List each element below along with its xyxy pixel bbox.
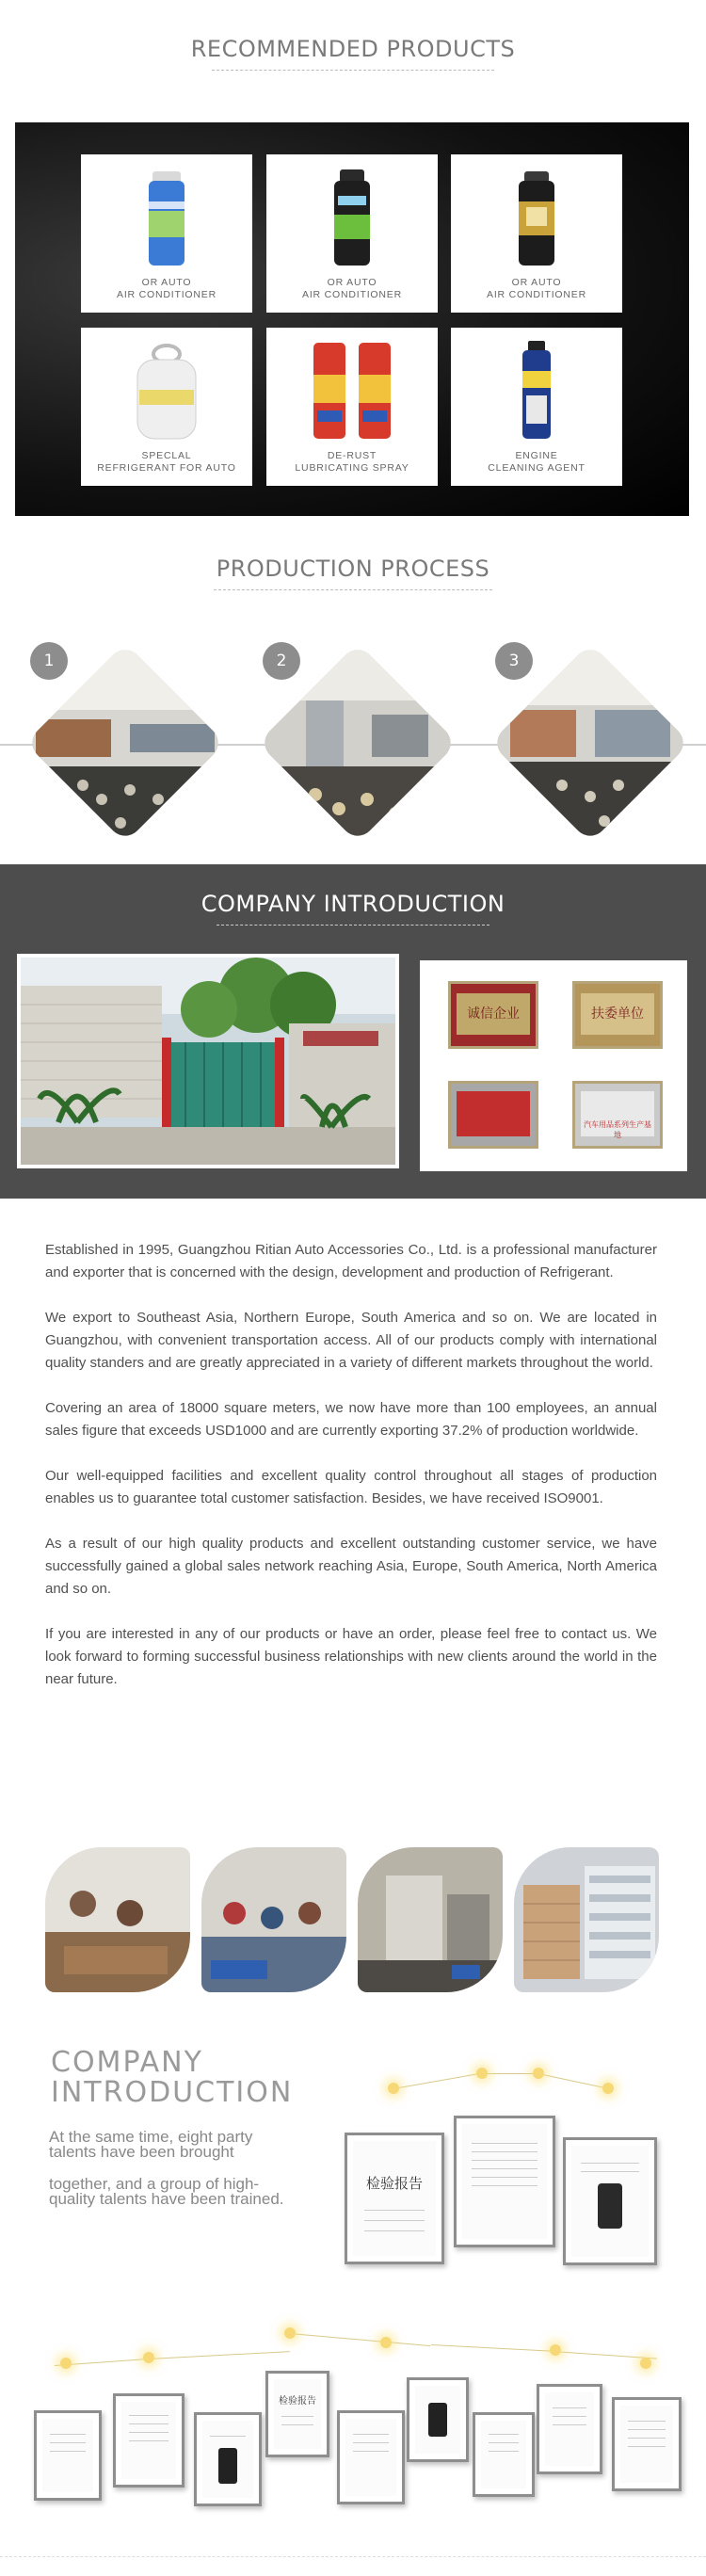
- production-process-heading: [0, 555, 706, 590]
- company-introduction-display-title: [51, 2048, 293, 2108]
- certificate-frame: [612, 2397, 682, 2491]
- report-title: 检验报告: [365, 2175, 423, 2192]
- light-bulb-icon: [602, 2083, 614, 2094]
- light-bulb-icon: [640, 2358, 651, 2369]
- product-card[interactable]: [266, 154, 438, 313]
- process-step[interactable]: [17, 631, 219, 847]
- plaque-logo: [457, 1091, 530, 1136]
- hanging-wire: [482, 2073, 538, 2074]
- engine-cleaner-image: [451, 337, 622, 443]
- honor-plaque: [572, 1081, 663, 1149]
- factory-gate-photo: [17, 954, 399, 1168]
- step-number-badge: 1: [30, 642, 68, 680]
- factory-photo-row: [45, 1847, 659, 1992]
- product-name-line2: REFRIGERANT FOR AUTO: [97, 462, 236, 474]
- display-title-line2: INTRODUCTION: [51, 2076, 294, 2109]
- heading-divider: [212, 70, 494, 71]
- factory-photo: [514, 1847, 659, 1992]
- plaque-text: 扶委单位: [581, 993, 654, 1035]
- light-bulb-icon: [388, 2083, 399, 2094]
- company-introduction-title: COMPANY INTRODUCTION: [201, 891, 505, 917]
- light-bulb-icon: [60, 2358, 72, 2369]
- product-name-line2: AIR CONDITIONER: [302, 289, 402, 300]
- certificate-frame: [113, 2393, 185, 2487]
- product-name-line2: AIR CONDITIONER: [117, 289, 217, 300]
- certificate-frame: [337, 2410, 405, 2504]
- hanging-wire: [290, 2333, 431, 2346]
- about-text: [45, 1239, 657, 1714]
- intro-text-line: At the same time, eight party talents have been brought: [49, 2128, 253, 2161]
- display-title-line1: COMPANY: [51, 2046, 203, 2079]
- product-name-line1: OR AUTO: [141, 277, 192, 288]
- products-grid: [15, 122, 689, 516]
- hanging-wire: [538, 2073, 608, 2089]
- company-introduction-band: [0, 864, 706, 1199]
- lubricating-spray-image: [266, 337, 438, 443]
- certificate-frame: [537, 2384, 602, 2474]
- heading-divider: [214, 589, 492, 590]
- step-number-badge: 2: [263, 642, 300, 680]
- product-name-line2: CLEANING AGENT: [488, 462, 586, 474]
- certificate-frame: [407, 2377, 469, 2462]
- company-introduction-text: [49, 2130, 303, 2224]
- hanging-wire: [393, 2073, 482, 2089]
- honor-plaques-panel: [420, 960, 687, 1171]
- light-bulb-icon: [533, 2068, 544, 2079]
- light-bulb-icon: [380, 2337, 392, 2348]
- product-card[interactable]: [266, 328, 438, 486]
- about-paragraph: Covering an area of 18000 square meters, we now have more than 100 employees, an annual sales figure that exceeds USD1000 and are currently exporting 37.2% of production worldwide.: [45, 1400, 657, 1439]
- spray-can-image: [451, 164, 622, 269]
- certificate-frame: [345, 2133, 444, 2264]
- factory-photo: [358, 1847, 503, 1992]
- certificate-frame: [194, 2412, 262, 2506]
- product-name-line1: OR AUTO: [327, 277, 377, 288]
- product-card[interactable]: [451, 154, 622, 313]
- about-paragraph: We export to Southeast Asia, Northern Europe, South America and so on. We are located in Guangzhou, with convenient transportation access. All of our products comply with international quality standers and are greatly appreciated in a variety of different markets throughout the world.: [45, 1310, 657, 1371]
- honor-plaque: [448, 981, 538, 1049]
- recommended-products-heading: [0, 36, 706, 71]
- refrigerant-cylinder-image: [81, 337, 252, 443]
- light-bulb-icon: [284, 2327, 296, 2339]
- honor-plaque: [572, 981, 663, 1049]
- certificate-frame: [454, 2116, 555, 2247]
- about-paragraph: As a result of our high quality products and excellent outstanding customer service, we have successfully gained a global sales network reaching Asia, Europe, South America, North America and so on.: [45, 1536, 657, 1597]
- light-bulb-icon: [550, 2344, 561, 2356]
- spray-can-image: [266, 164, 438, 269]
- product-name-line2: LUBRICATING SPRAY: [295, 462, 409, 474]
- product-name-line1: DE-RUST: [327, 450, 377, 461]
- certificate-frame: [563, 2137, 657, 2265]
- product-name-line1: SPECLAL: [141, 450, 192, 461]
- process-step[interactable]: [249, 631, 452, 847]
- product-card[interactable]: [81, 154, 252, 313]
- product-card[interactable]: [81, 328, 252, 486]
- about-paragraph: If you are interested in any of our products or have an order, please feel free to contact us. We look forward to forming successful business relationships with new clients around the world in the near future.: [45, 1626, 657, 1687]
- honor-plaque: [448, 1081, 538, 1149]
- product-name-line2: AIR CONDITIONER: [487, 289, 586, 300]
- certificate-frame: [34, 2410, 102, 2501]
- product-card[interactable]: [451, 328, 622, 486]
- about-paragraph: Established in 1995, Guangzhou Ritian Auto Accessories Co., Ltd. is a professional manufacturer and exporter that is concerned with the design, development and production of Refrigerant.: [45, 1242, 657, 1280]
- intro-text-line: together, and a group of high-quality talents have been trained.: [49, 2175, 284, 2208]
- light-bulb-icon: [143, 2352, 154, 2363]
- spray-can-image: [81, 164, 252, 269]
- step-number-badge: 3: [495, 642, 533, 680]
- product-name-line1: ENGINE: [515, 450, 558, 461]
- heading-divider: [217, 925, 489, 926]
- recommended-products-title: RECOMMENDED PRODUCTS: [190, 36, 516, 62]
- report-title: 检验报告: [279, 2396, 316, 2407]
- certificate-frame: [473, 2412, 535, 2497]
- footer-divider: [0, 2556, 706, 2557]
- plaque-text: 汽车用品系列生产基地: [581, 1091, 654, 1136]
- hanging-wire: [149, 2351, 290, 2359]
- process-steps: [0, 631, 706, 857]
- plaque-text: 诚信企业: [457, 993, 530, 1035]
- product-name-line1: OR AUTO: [511, 277, 562, 288]
- light-bulb-icon: [476, 2068, 488, 2079]
- factory-photo: [45, 1847, 190, 1992]
- about-paragraph: Our well-equipped facilities and excellent quality control throughout all stages of production enables us to guarantee total customer satisfaction. Besides, we have received ISO9001.: [45, 1468, 657, 1506]
- company-introduction-heading: [0, 891, 706, 926]
- process-step[interactable]: [482, 631, 684, 847]
- factory-photo: [201, 1847, 346, 1992]
- production-process-title: PRODUCTION PROCESS: [216, 555, 490, 582]
- hanging-wire: [431, 2344, 554, 2352]
- certificate-frame: [265, 2371, 329, 2457]
